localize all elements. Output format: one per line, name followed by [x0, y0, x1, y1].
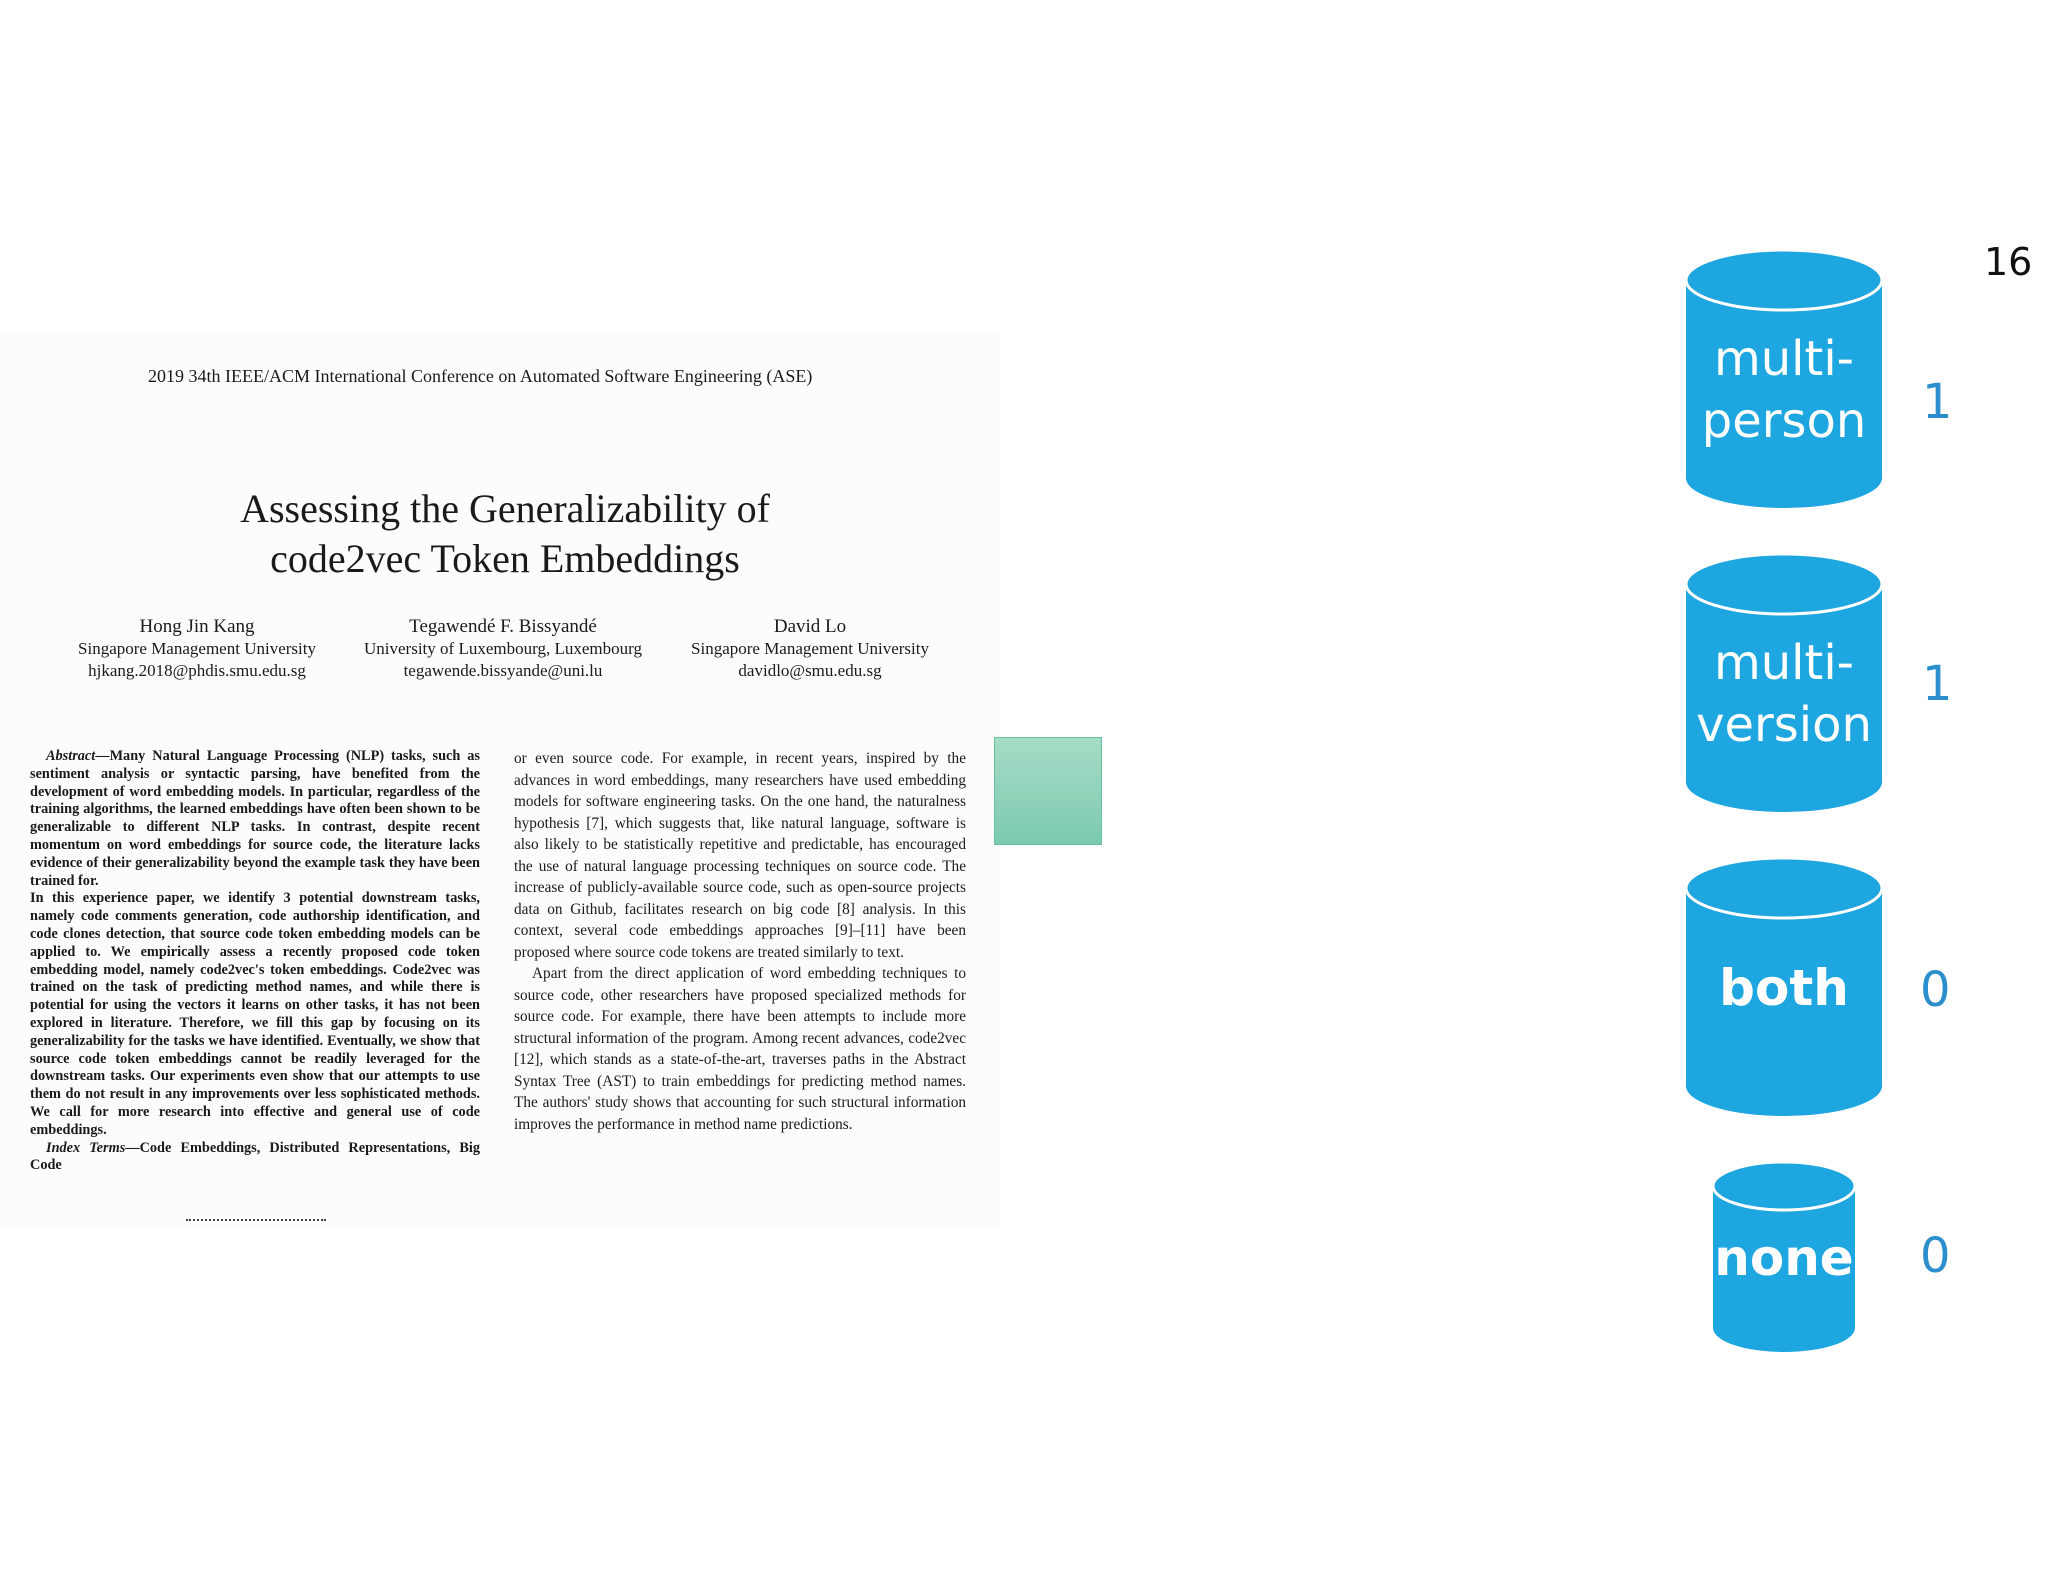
paper-title-line2: code2vec Token Embeddings [270, 536, 740, 581]
cylinder-label [1684, 328, 1884, 452]
slide-number: 16 [1984, 240, 2033, 284]
highlight-square [994, 737, 1102, 845]
intro-paragraph-1: or even source code. For example, in recent years, inspired by the advances in word embeddings, many researchers have used embedding models for software engineering tasks. On the one hand, the naturalness hypothesis [7], which suggests that, like natural language, software is also likely to be statistically repetitive and predictable, has encouraged the use of natural language processing techniques on source code. The increase of publicly-available source code, such as open-source projects data on Github, facilitates research on big code [8] analysis. In this context, several code embeddings approaches [9]–[11] have been proposed where source code tokens are treated similarly to text. [514, 750, 966, 961]
author-name: David Lo [773, 616, 847, 637]
abstract-text-2: In this experience paper, we identify 3 potential downstream tasks, namely code comments generation, code authorship identification, and code clones detection, that source code token embedding models can be applied to. We empirically assess a recently proposed code token embedding model, namely code2vec's token embeddings. Code2vec was trained on the task of predicting method names, and while there is potential for using the vectors it learns on other tasks, it has not been explored in literature. Therefore, we fill this gap by focusing on its generalizability for the tasks we have identified. Eventually, we show that source code token embeddings cannot be readily leveraged for the downstream tasks. Our experiments even show that our attempts to use them do not result in any improvements over less sophisticated methods. We call for more research into effective and general use of code embeddings. [30, 890, 480, 1138]
paper-title [150, 484, 860, 584]
count-both: 0 [1920, 962, 1951, 1018]
author-name: Tegawendé F. Bissyandé [409, 616, 597, 637]
paper-title-line1: Assessing the Generalizability of [240, 486, 770, 531]
author-affiliation: Singapore Management University [691, 639, 929, 658]
author-affiliation: University of Luxembourg, Luxembourg [364, 639, 642, 658]
count-multi-version: 1 [1922, 656, 1953, 712]
author-block [0, 616, 980, 686]
count-multi-person: 1 [1922, 374, 1953, 430]
cylinder-multi-person [1684, 248, 1884, 510]
cylinder-label-line1: multi- [1714, 635, 1854, 691]
cylinder-label-line2: version [1696, 697, 1872, 753]
author-2 [350, 616, 656, 682]
conference-header: 2019 34th IEEE/ACM International Conference on Automated Software Engineering (ASE) [148, 366, 813, 386]
paper-snapshot [0, 330, 1000, 1230]
cylinder-label-line1: multi- [1714, 331, 1854, 387]
cylinder-label [1684, 632, 1884, 756]
count-none: 0 [1920, 1228, 1951, 1284]
cut-off-heading [186, 1219, 326, 1224]
cylinder-multi-version [1684, 552, 1884, 814]
abstract-text-1: —Many Natural Language Processing (NLP) tasks, such as sentiment analysis or syntactic parsing, have benefited from the development of word embedding models. In particular, regardless of the training algorithms, the learned embeddings have often been shown to be generalizable to different NLP tasks. In contrast, despite recent momentum on word embeddings for source code, the literature lacks evidence of their generalizability beyond the example task they have been trained for. [30, 748, 480, 889]
author-affiliation: Singapore Management University [78, 639, 316, 658]
index-terms-label: Index Terms [46, 1139, 126, 1156]
cylinder-label: none [1714, 1229, 1854, 1287]
abstract-paragraph [30, 748, 480, 890]
index-terms-text: —Code Embeddings, Distributed Representations, Big Code [30, 1139, 480, 1174]
abstract-column [30, 748, 480, 1175]
cylinder-label: both [1719, 959, 1849, 1017]
author-name: Hong Jin Kang [139, 616, 255, 637]
intro-column [514, 748, 966, 1135]
author-email: tegawende.bissyande@uni.lu [403, 661, 603, 680]
author-3 [676, 616, 944, 682]
cylinder-both [1684, 856, 1884, 1118]
cylinder-none [1711, 1160, 1857, 1354]
index-terms [30, 1140, 480, 1176]
author-1 [72, 616, 322, 682]
abstract-label: Abstract [46, 748, 96, 764]
cylinder-label-line2: person [1701, 393, 1867, 449]
intro-paragraph-2: Apart from the direct application of word embedding techniques to source code, other researchers have proposed specialized methods for source code. For example, there have been attempts to include more structural information of the program. Among recent advances, code2vec [12], which stands as a state-of-the-art, traverses paths in the Abstract Syntax Tree (AST) to train embeddings for predicting method names. The authors' study shows that accounting for such structural information improves the performance in method name predictions. [514, 965, 966, 1133]
author-email: davidlo@smu.edu.sg [738, 661, 882, 680]
author-email: hjkang.2018@phdis.smu.edu.sg [88, 661, 306, 680]
